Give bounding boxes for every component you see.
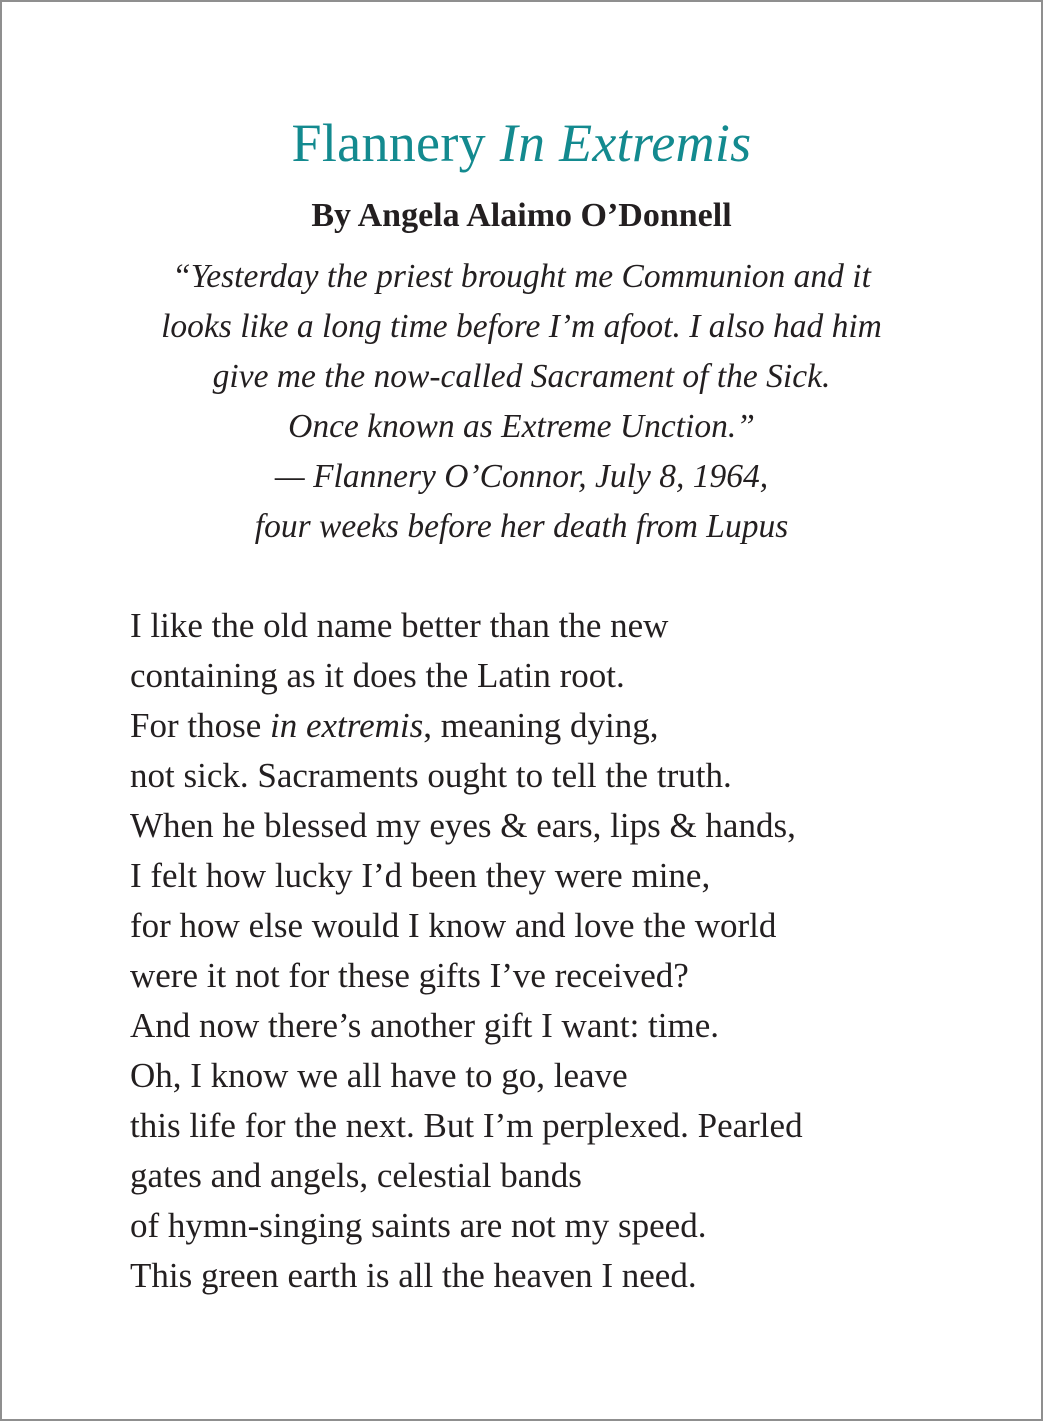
poem-line: for how else would I know and love the world [130,906,777,945]
poem-line: I felt how lucky I’d been they were mine, [130,856,711,895]
poem-line: And now there’s another gift I want: time. [130,1006,720,1045]
poem-line: containing as it does the Latin root. [130,656,625,695]
poem-line [130,701,1001,751]
poem-title [2,108,1041,178]
poem-line: gates and angels, celestial bands [130,1156,582,1195]
poem-line: not sick. Sacraments ought to tell the truth. [130,756,732,795]
poem-line: Oh, I know we all have to go, leave [130,1056,628,1095]
epigraph-line: looks like a long time before I’m afoot. I also had him [161,308,882,345]
poem-italic-phrase: in extremis [270,706,424,745]
poem-body [130,601,1001,1301]
poem-line: this life for the next. But I’m perplexed. Pearled [130,1106,803,1145]
author-byline: By Angela Alaimo O’Donnell [311,197,732,234]
epigraph-attribution: — Flannery O’Connor, July 8, 1964, [274,458,769,495]
poem-line: were it not for these gifts I’ve received? [130,956,689,995]
epigraph [42,252,1001,552]
title-italic: In Extremis [499,113,752,173]
epigraph-line: give me the now-called Sacrament of the Sick. [212,358,831,395]
poem-line: of hymn-singing saints are not my speed. [130,1206,707,1245]
epigraph-attribution-note: four weeks before her death from Lupus [254,508,789,545]
epigraph-line: Once known as Extreme Unction.” [288,408,755,445]
poem-text: , meaning dying, [423,706,659,745]
title-plain: Flannery [291,113,486,173]
epigraph-line: “Yesterday the priest brought me Communion and it [172,258,871,295]
poem-line: This green earth is all the heaven I need. [130,1256,697,1295]
poem-text: For those [130,706,270,745]
poem-line: I like the old name better than the new [130,606,669,645]
poem-line: When he blessed my eyes & ears, lips & hands, [130,806,796,845]
